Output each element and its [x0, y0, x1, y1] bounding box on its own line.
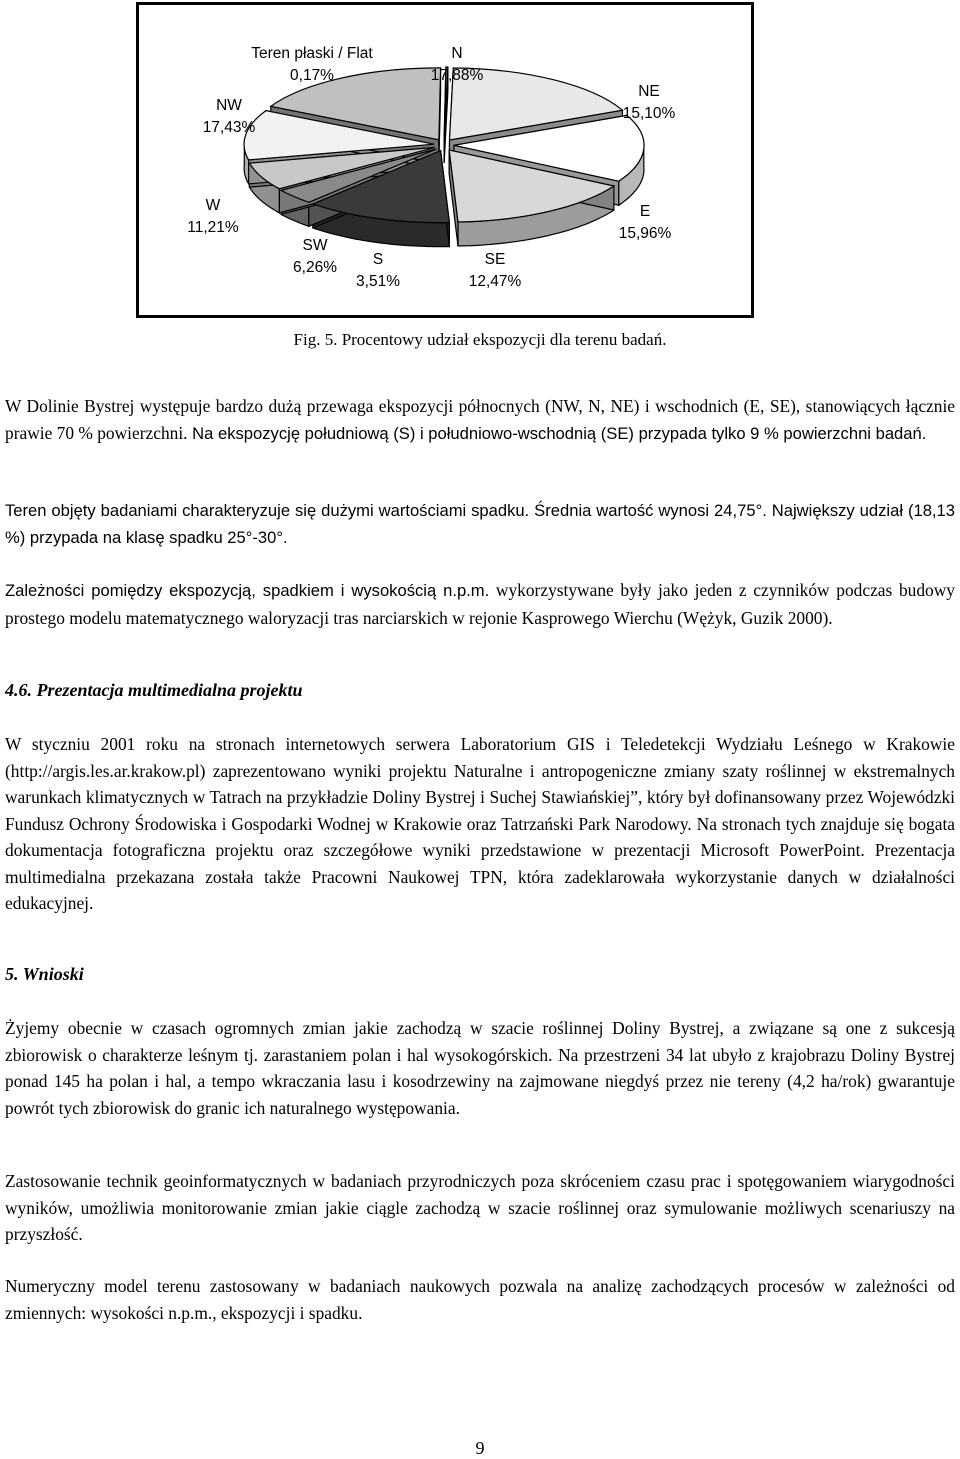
paragraph-conclusions-3: Numeryczny model terenu zastosowany w badaniach naukowych pozwala na analizę zachodzących procesów w zależności od zmiennych: wysokości n.p.m., ekspozycji i spadku.: [5, 1276, 955, 1323]
label-sw-value: 6,26%: [293, 259, 337, 276]
label-n-name: N: [451, 45, 463, 62]
label-w: [187, 195, 238, 239]
paragraph-exposure-serif: W Dolinie Bystrej występuje bardzo dużą przewaga ekspozycji północnych (NW, N, NE) i wschodnich (E, SE), stanowiących łącznie prawie 70 % powierzchni.: [5, 396, 955, 443]
section-heading-5: 5. Wnioski: [5, 964, 84, 984]
paragraph-dependencies-sans: Zależności pomiędzy ekspozycją, spadkiem i wysokością n.p.m.: [5, 581, 490, 600]
label-se-value: 12,47%: [468, 273, 522, 290]
paragraph-conclusions-2: Zastosowanie technik geoinformatycznych w badaniach przyrodniczych poza skróceniem czasu prac i spotęgowaniem wiarygodności wyników, umożliwia monitorowanie zmian jakie ciągle zachodzą w szacie roślinnej oraz symulowanie możliwych scenariuszy na przyszłość.: [5, 1171, 955, 1244]
label-n: [431, 43, 484, 87]
label-w-name: W: [205, 197, 221, 214]
label-flat-value: 0,17%: [290, 67, 334, 84]
label-e-value: 15,96%: [618, 225, 672, 242]
label-se-name: SE: [484, 251, 506, 268]
paragraph-multimedia: W styczniu 2001 roku na stronach internetowych serwera Laboratorium GIS i Teledetekcji Wydziału Leśnego w Krakowie (http://argis.les.ar.krakow.pl) zaprezentowano wyniki projektu Naturalne i antropogeniczne zmiany szaty roślinnej w ekstremalnych warunkach klimatycznych w Tatrach na przykładzie Doliny Bystrej i Suchej Stawiańskiej”, który był dofinansowany przez Wojewódzki Fundusz Ochrony Środowiska i Gospodarki Wodnej w Krakowie oraz Tatrzański Park Narodowy. Na stronach tych znajduje się bogata dokumentacja fotograficzna projektu oraz szczegółowe wyniki przedstawione w prezentacji Microsoft PowerPoint. Prezentacja multimedialna przekazana została także Pracowni Naukowej TPN, która zadeklarowała wykorzystanie danych w działalności edukacyjnej.: [5, 734, 955, 913]
label-ne-name: NE: [638, 83, 660, 100]
label-ne: [623, 81, 676, 125]
page-number: 9: [475, 1438, 485, 1458]
label-n-value: 17,88%: [430, 67, 484, 84]
section-heading-4-6: 4.6. Prezentacja multimedialna projektu: [5, 680, 303, 700]
paragraph-slope: Teren objęty badaniami charakteryzuje się dużymi wartościami spadku. Średnia wartość wynosi 24,75°. Największy udział (18,13 %) przypada na klasę spadku 25°-30°.: [5, 501, 955, 547]
label-nw: [203, 95, 256, 139]
paragraph-conclusions-1: Żyjemy obecnie w czasach ogromnych zmian jakie zachodzą w szacie roślinnej Doliny Bystrej, a związane są one z sukcesją zbiorowisk o charakterze leśnym tj. zarastaniem polan i hal wysokogórskich. Na przestrzeni 34 lat ubyło z krajobrazu Doliny Bystrej ponad 145 ha polan i hal, a tempo wkraczania lasu i kosodrzewiny na zajmowane niegdyś przez nie tereny (4,2 ha/rok) gwarantuje powrót tych zbiorowisk do granic ich naturalnego występowania.: [5, 1018, 955, 1118]
paragraph-exposure-sans: Na ekspozycję południową (S) i południowo-wschodnią (SE) przypada tylko 9 % powierzchni badań.: [187, 423, 927, 443]
label-s: [356, 249, 400, 293]
label-ne-value: 15,10%: [622, 105, 676, 122]
label-flat-name: Teren płaski / Flat: [251, 45, 373, 62]
figure-caption: Fig. 5. Procentowy udział ekspozycji dla terenu badań.: [293, 330, 667, 349]
label-nw-value: 17,43%: [202, 119, 256, 136]
label-e-name: E: [639, 203, 651, 220]
label-s-value: 3,51%: [356, 273, 400, 290]
label-flat: [251, 43, 372, 87]
label-nw-name: NW: [216, 97, 242, 114]
paragraph-dependencies: [5, 577, 955, 631]
label-w-value: 11,21%: [187, 219, 239, 236]
label-s-name: S: [372, 251, 384, 268]
paragraph-exposure: [5, 393, 955, 447]
pie-chart-frame: [136, 2, 754, 318]
label-e: [619, 201, 672, 245]
paragraph-dependencies-serif: wykorzystywane były jako jeden z czynników podczas budowy prostego modelu matematycznego waloryzacji tras narciarskich w rejonie Kasprowego Wierchu (Wężyk, Guzik 2000).: [5, 580, 955, 628]
label-se: [469, 249, 522, 293]
label-sw: [293, 235, 337, 279]
label-sw-name: SW: [302, 237, 328, 254]
